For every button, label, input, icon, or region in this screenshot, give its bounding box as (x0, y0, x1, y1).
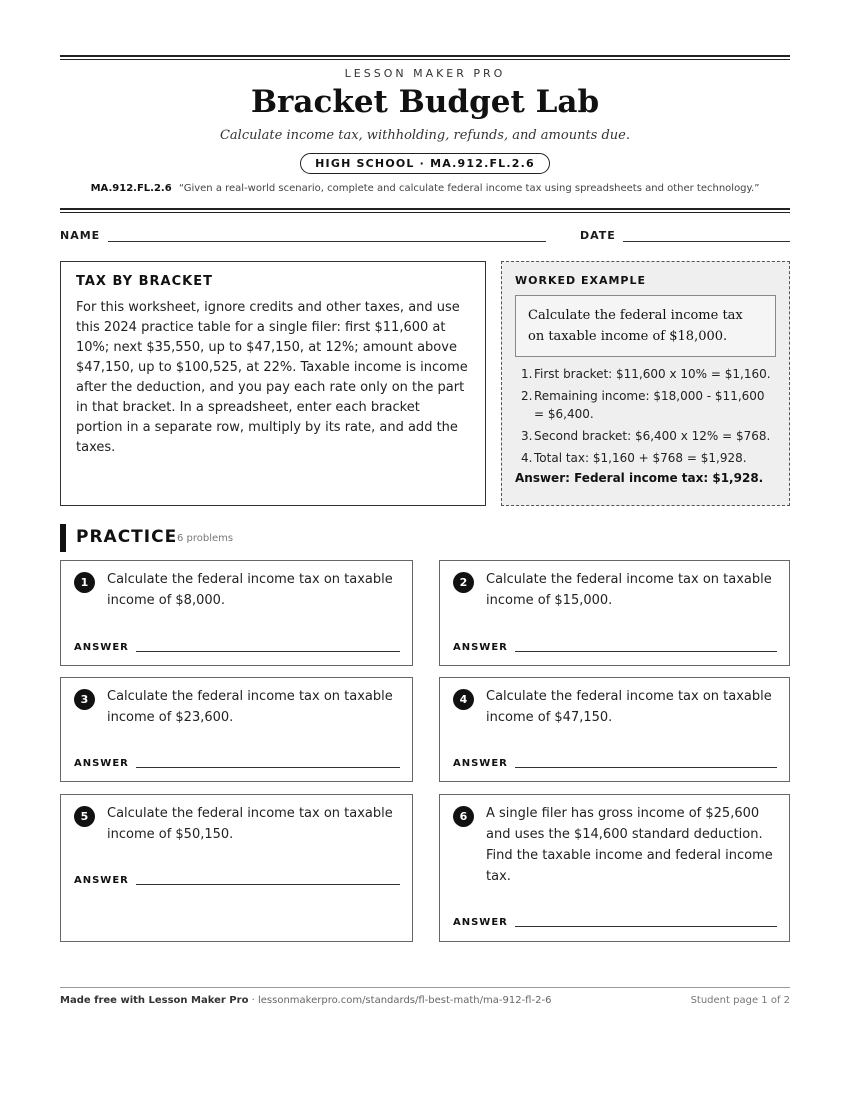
name-label: NAME (60, 229, 101, 242)
answer-field[interactable] (136, 651, 400, 652)
problem-number-badge: 4 (453, 689, 474, 710)
name-date-row (60, 229, 790, 245)
footer-rule (60, 987, 790, 988)
answer-field[interactable] (515, 651, 777, 652)
worked-example-box (501, 261, 790, 506)
footer-made-with: Made free with Lesson Maker Pro (60, 995, 249, 1006)
answer-field[interactable] (515, 767, 777, 768)
date-label: DATE (580, 229, 616, 242)
footer-page-number: Student page 1 of 2 (690, 995, 790, 1006)
problem-card (439, 677, 790, 782)
answer-field[interactable] (515, 926, 777, 927)
answer-label: ANSWER (74, 875, 129, 886)
header-top-rule (60, 55, 790, 60)
standard-code: MA.912.FL.2.6 (90, 183, 172, 194)
problem-card (60, 677, 413, 782)
level-pill-wrap (60, 152, 790, 174)
example-heading: WORKED EXAMPLE (515, 274, 646, 287)
bracket-text: For this worksheet, ignore credits and other taxes, and use this 2024 practice table for a single filer: first $11,600 at 10%; next $35,550, up to $47,150, at 12%; amount above $47,150, up to $100,525, at 22%. Taxable income is income after the deduction, and you pay each rate only on the part in that bracket. In a spreadsheet, enter each bracket portion in a separate row, multiply by its rate, and add the taxes. (76, 300, 468, 455)
problem-number-badge: 2 (453, 572, 474, 593)
problem-number-badge: 6 (453, 806, 474, 827)
standard-line (60, 183, 790, 194)
footer-credit (60, 995, 551, 1006)
example-steps (515, 365, 776, 467)
problem-card (439, 794, 790, 942)
problem-text: A single filer has gross income of $25,600 and uses the $14,600 standard deduction. Find the taxable income and federal income tax. (486, 806, 773, 884)
answer-field[interactable] (136, 767, 400, 768)
problem-number-badge: 5 (74, 806, 95, 827)
answer-label: ANSWER (74, 642, 129, 653)
problem-text: Calculate the federal income tax on taxable income of $23,600. (107, 689, 393, 725)
example-step: 2. Remaining income: $18,000 - $11,600 = $6,400. (521, 389, 765, 421)
page-subtitle: Calculate income tax, withholding, refunds, and amounts due. (219, 128, 630, 143)
problem-text: Calculate the federal income tax on taxable income of $15,000. (486, 572, 772, 608)
practice-title: PRACTICE (76, 527, 178, 547)
tax-by-bracket-box (60, 261, 486, 506)
header-bottom-rule (60, 208, 790, 213)
example-question: Calculate the federal income tax on taxable income of $18,000. (515, 295, 776, 357)
answer-label: ANSWER (74, 758, 129, 769)
worksheet-page (60, 0, 790, 1100)
name-field[interactable] (108, 241, 546, 242)
footer-url[interactable]: · lessonmakerpro.com/standards/fl-best-math/ma-912-fl-2-6 (248, 995, 552, 1006)
example-step: 4. Total tax: $1,160 + $768 = $1,928. (521, 451, 747, 465)
practice-accent-bar (60, 524, 66, 552)
problem-text: Calculate the federal income tax on taxable income of $50,150. (107, 806, 393, 842)
problem-number-badge: 3 (74, 689, 95, 710)
problem-text: Calculate the federal income tax on taxable income of $47,150. (486, 689, 772, 725)
brand-name: LESSON MAKER PRO (344, 67, 506, 80)
standard-text: “Given a real-world scenario, complete and calculate federal income tax using spreadsheets and other technology.” (178, 183, 760, 194)
example-step: 3. Second bracket: $6,400 x 12% = $768. (521, 429, 771, 443)
example-answer: Answer: Federal income tax: $1,928. (515, 471, 764, 485)
problem-card (439, 560, 790, 666)
problem-card (60, 560, 413, 666)
practice-count: 6 problems (177, 533, 234, 544)
problem-number-badge: 1 (74, 572, 95, 593)
answer-label: ANSWER (453, 917, 508, 928)
answer-label: ANSWER (453, 642, 508, 653)
page-title: Bracket Budget Lab (250, 84, 600, 120)
level-pill: HIGH SCHOOL · MA.912.FL.2.6 (300, 153, 550, 174)
bracket-heading: TAX BY BRACKET (76, 274, 213, 289)
problem-text: Calculate the federal income tax on taxable income of $8,000. (107, 572, 393, 608)
date-field[interactable] (623, 241, 790, 242)
problem-card (60, 794, 413, 942)
answer-field[interactable] (136, 884, 400, 885)
example-step: 1. First bracket: $11,600 x 10% = $1,160. (521, 367, 771, 381)
answer-label: ANSWER (453, 758, 508, 769)
